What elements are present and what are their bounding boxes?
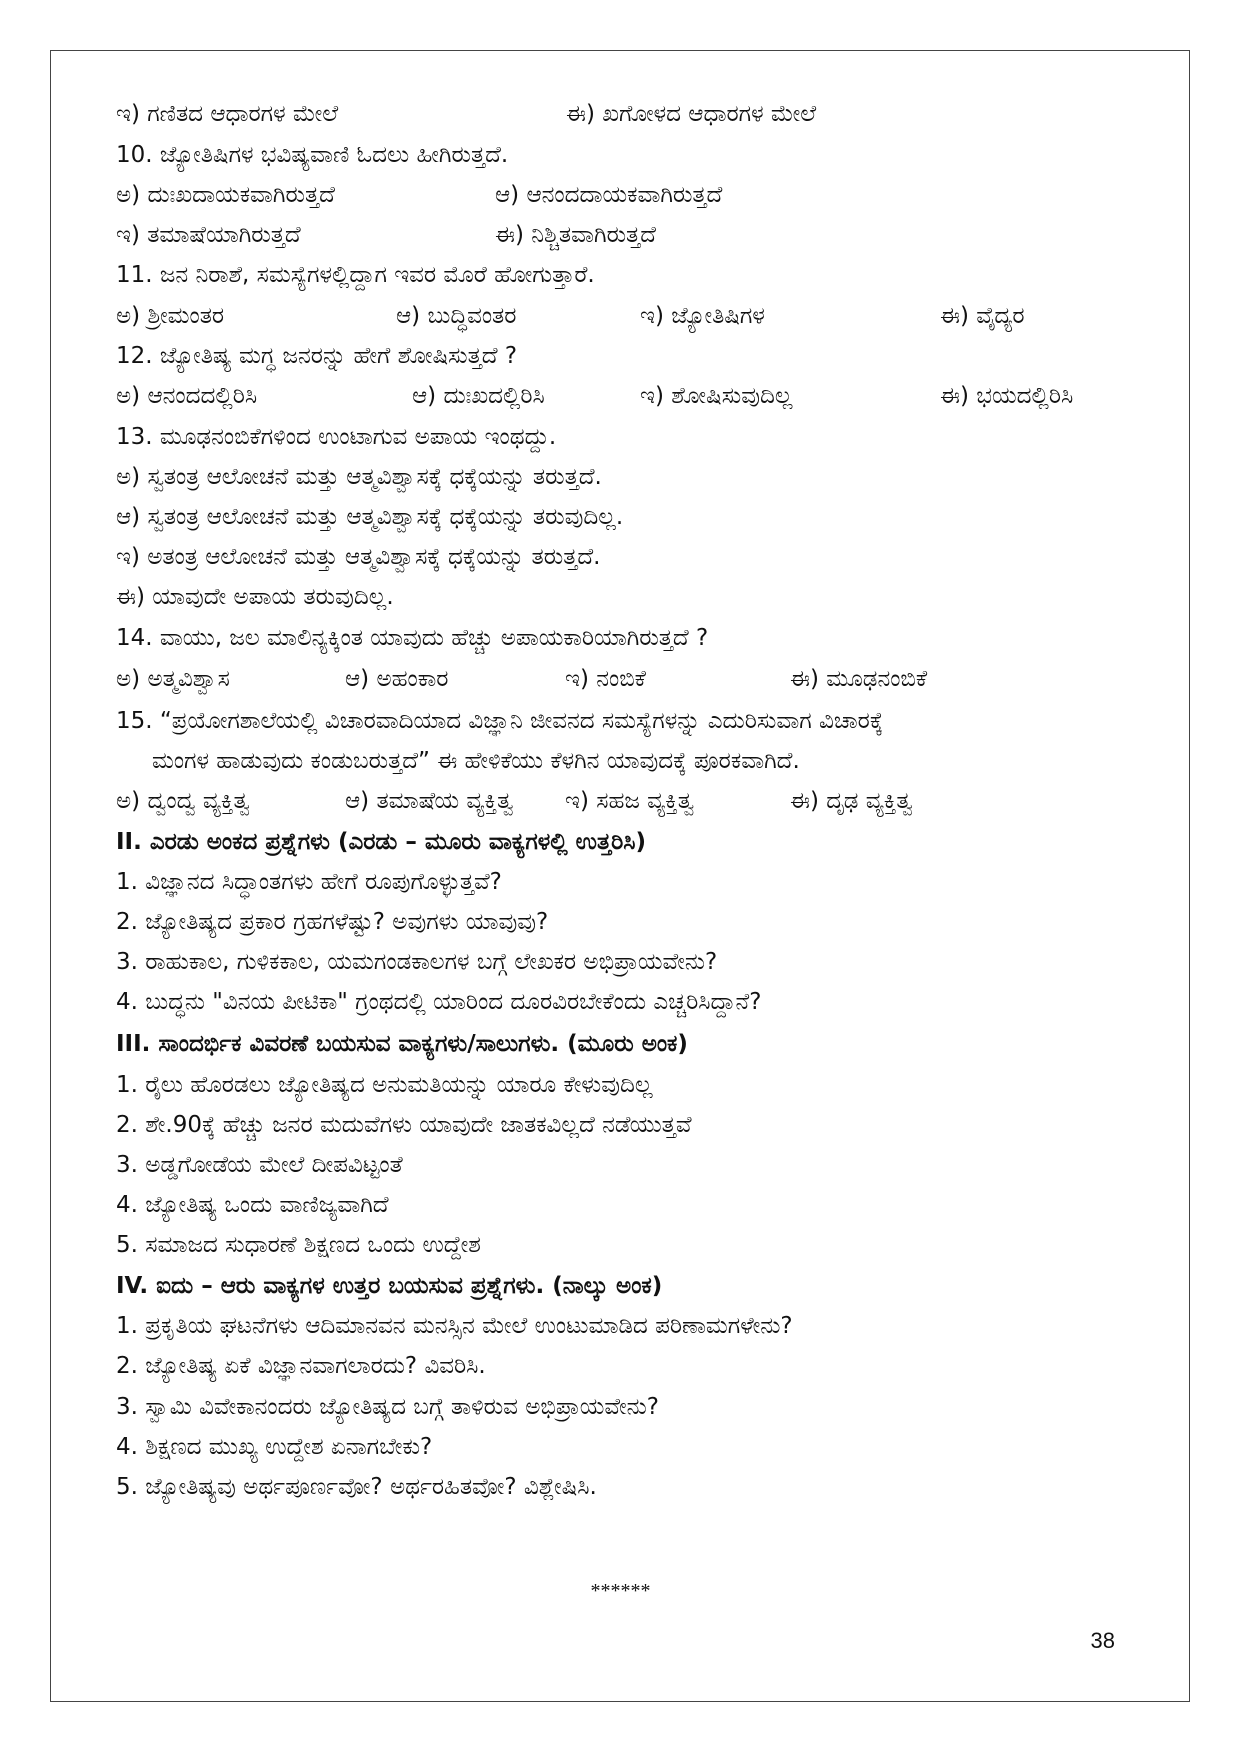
option-item: ಅ) ಆನಂದದಲ್ಲಿರಿಸಿ [116,383,258,409]
section-heading-text: III. ಸಾಂದರ್ಭಿಕ ವಿವರಣೆ ಬಯಸುವ ವಾಕ್ಯಗಳು/ಸಾಲುಗಳು. (ಮೂರು ಅಂಕ) [116,1031,688,1057]
option-item: ಈ) ವೈದ್ಯರ [940,303,1025,329]
option-item: ಆ) ದುಃಖದಲ್ಲಿರಿಸಿ [412,383,545,409]
option-item: ಅ) ಶ್ರೀಮಂತರ [116,303,225,329]
line-text: ಈ) ಯಾವುದೇ ಅಪಾಯ ತರುವುದಿಲ್ಲ. [116,584,394,610]
line-text: ಇ) ಅತಂತ್ರ ಆಲೋಚನೆ ಮತ್ತು ಆತ್ಮವಿಶ್ವಾಸಕ್ಕೆ ಧಕ್ಕೆಯನ್ನು ತರುತ್ತದೆ. [116,544,601,570]
line-text: 2. ಜ್ಯೋತಿಷ್ಯ ಏಕೆ ವಿಜ್ಞಾನವಾಗಲಾರದು? ವಿವರಿಸಿ. [116,1353,486,1379]
line-text: 14. ವಾಯು, ಜಲ ಮಾಲಿನ್ಯಕ್ಕಿಂತ ಯಾವುದು ಹೆಚ್ಚು ಅಪಾಯಕಾರಿಯಾಗಿರುತ್ತದೆ ? [116,625,709,651]
option-item: ಈ) ಭಯದಲ್ಲಿರಿಸಿ [940,383,1074,409]
option-item: ಆ) ಬುದ್ಧಿವಂತರ [396,303,517,329]
option-item: ಇ) ಸಹಜ ವ್ಯಕ್ತಿತ್ವ [565,788,695,814]
option-item: ಈ) ಮೂಢನಂಬಿಕೆ [790,666,928,692]
line-text: ಮಂಗಳ ಹಾಡುವುದು ಕಂಡುಬರುತ್ತದೆ” ಈ ಹೇಳಿಕೆಯು ಕೆಳಗಿನ ಯಾವುದಕ್ಕೆ ಪೂರಕವಾಗಿದೆ. [152,748,800,774]
line-text: 2. ಶೇ.90ಕ್ಕೆ ಹೆಚ್ಚು ಜನರ ಮದುವೆಗಳು ಯಾವುದೇ ಜಾತಕವಿಲ್ಲದೆ ನಡೆಯುತ್ತವೆ [116,1112,692,1138]
option-item: ಇ) ನಂಬಿಕೆ [565,666,646,692]
line-text: 2. ಜ್ಯೋತಿಷ್ಯದ ಪ್ರಕಾರ ಗ್ರಹಗಳೆಷ್ಟು? ಅವುಗಳು ಯಾವುವು? [116,909,549,935]
line-text: ಅ) ಸ್ವತಂತ್ರ ಆಲೋಚನೆ ಮತ್ತು ಆತ್ಮವಿಶ್ವಾಸಕ್ಕೆ ಧಕ್ಕೆಯನ್ನು ತರುತ್ತದೆ. [116,464,602,490]
line-text: 15. “ಪ್ರಯೋಗಶಾಲೆಯಲ್ಲಿ ವಿಚಾರವಾದಿಯಾದ ವಿಜ್ಞಾನಿ ಜೀವನದ ಸಮಸ್ಯೆಗಳನ್ನು ಎದುರಿಸುವಾಗ ವಿಚಾರಕ್ಕೆ [116,708,884,734]
section-heading-text: IV. ಐದು – ಆರು ವಾಕ್ಯಗಳ ಉತ್ತರ ಬಯಸುವ ಪ್ರಶ್ನೆಗಳು. (ನಾಲ್ಕು ಅಂಕ) [116,1273,663,1299]
option-item: ಅ) ಅತ್ಮವಿಶ್ವಾಸ [116,666,230,692]
line-text: 3. ಅಡ್ಡಗೋಡೆಯ ಮೇಲೆ ದೀಪವಿಟ್ಟಂತೆ [116,1152,403,1178]
line-text: 4. ಜ್ಯೋತಿಷ್ಯ ಒಂದು ವಾಣಿಜ್ಯವಾಗಿದೆ [116,1192,389,1218]
line-text: 1. ರೈಲು ಹೊರಡಲು ಜ್ಯೋತಿಷ್ಯದ ಅನುಮತಿಯನ್ನು ಯಾರೂ ಕೇಳುವುದಿಲ್ಲ [116,1072,653,1098]
option-item: ಈ) ಖಗೋಳದ ಆಧಾರಗಳ ಮೇಲೆ [566,101,817,127]
option-item: ಇ) ಶೋಷಿಸುವುದಿಲ್ಲ [640,383,793,409]
option-item: ಇ) ತಮಾಷೆಯಾಗಿರುತ್ತದೆ [116,222,301,248]
line-text: 5. ಸಮಾಜದ ಸುಧಾರಣೆ ಶಿಕ್ಷಣದ ಒಂದು ಉದ್ದೇಶ [116,1232,481,1258]
line-text: 3. ರಾಹುಕಾಲ, ಗುಳಿಕಕಾಲ, ಯಮಗಂಡಕಾಲಗಳ ಬಗ್ಗೆ ಲೇಖಕರ ಅಭಿಪ್ರಾಯವೇನು? [116,949,718,975]
option-item: ಇ) ಜ್ಯೋತಿಷಿಗಳ [640,303,765,329]
option-item: ಆ) ಅಹಂಕಾರ [345,666,449,692]
line-text: 13. ಮೂಢನಂಬಿಕೆಗಳಿಂದ ಉಂಟಾಗುವ ಅಪಾಯ ಇಂಥದ್ದು. [116,424,557,450]
line-text: 3. ಸ್ವಾಮಿ ವಿವೇಕಾನಂದರು ಜ್ಯೋತಿಷ್ಯದ ಬಗ್ಗೆ ತಾಳಿರುವ ಅಭಿಪ್ರಾಯವೇನು? [116,1394,659,1420]
line-text: 5. ಜ್ಯೋತಿಷ್ಯವು ಅರ್ಥಪೂರ್ಣವೋ? ಅರ್ಥರಹಿತವೋ? ವಿಶ್ಲೇಷಿಸಿ. [116,1474,597,1500]
line-text: 12. ಜ್ಯೋತಿಷ್ಯ ಮಗ್ಧ ಜನರನ್ನು ಹೇಗೆ ಶೋಷಿಸುತ್ತದೆ ? [116,343,518,369]
option-item: ಈ) ದೃಢ ವ್ಯಕ್ತಿತ್ವ [790,788,913,814]
line-text: 11. ಜನ ನಿರಾಶೆ, ಸಮಸ್ಯೆಗಳಲ್ಲಿದ್ದಾಗ ಇವರ ಮೊರೆ ಹೋಗುತ್ತಾರೆ. [116,262,595,288]
option-item: ಅ) ದ್ವಂದ್ವ ವ್ಯಕ್ತಿತ್ವ [116,788,250,814]
option-item: ಇ) ಗಣಿತದ ಆಧಾರಗಳ ಮೇಲೆ [116,101,339,127]
line-text: 1. ವಿಜ್ಞಾನದ ಸಿದ್ಧಾಂತಗಳು ಹೇಗೆ ರೂಪುಗೊಳ್ಳುತ್ತವೆ? [116,869,502,895]
option-item: ಅ) ದುಃಖದಾಯಕವಾಗಿರುತ್ತದೆ [116,182,335,208]
line-text: 10. ಜ್ಯೋತಿಷಿಗಳ ಭವಿಷ್ಯವಾಣಿ ಓದಲು ಹೀಗಿರುತ್ತದೆ. [116,142,509,168]
line-text: 4. ಶಿಕ್ಷಣದ ಮುಖ್ಯ ಉದ್ದೇಶ ಏನಾಗಬೇಕು? [116,1434,433,1460]
option-item: ಆ) ತಮಾಷೆಯ ವ್ಯಕ್ತಿತ್ವ [345,788,514,814]
option-item: ಈ) ನಿಶ್ಚಿತವಾಗಿರುತ್ತದೆ [495,222,656,248]
line-text: 4. ಬುದ್ಧನು "ವಿನಯ ಪೀಟಿಕಾ" ಗ್ರಂಥದಲ್ಲಿ ಯಾರಿಂದ ದೂರವಿರಬೇಕೆಂದು ಎಚ್ಚರಿಸಿದ್ದಾನೆ? [116,989,762,1015]
option-item: ಆ) ಆನಂದದಾಯಕವಾಗಿರುತ್ತದೆ [495,182,723,208]
page-number: 38 [1090,1628,1115,1653]
line-text: 1. ಪ್ರಕೃತಿಯ ಘಟನೆಗಳು ಆದಿಮಾನವನ ಮನಸ್ಸಿನ ಮೇಲೆ ಉಂಟುಮಾಡಿದ ಪರಿಣಾಮಗಳೇನು? [116,1313,793,1339]
section-heading-text: II. ಎರಡು ಅಂಕದ ಪ್ರಶ್ನೆಗಳು (ಎರಡು – ಮೂರು ವಾಕ್ಯಗಳಲ್ಲಿ ಉತ್ತರಿಸಿ) [116,829,646,855]
line-text: ಆ) ಸ್ವತಂತ್ರ ಆಲೋಚನೆ ಮತ್ತು ಆತ್ಮವಿಶ್ವಾಸಕ್ಕೆ ಧಕ್ಕೆಯನ್ನು ತರುವುದಿಲ್ಲ. [116,504,624,530]
end-mark: ****** [590,1580,651,1602]
